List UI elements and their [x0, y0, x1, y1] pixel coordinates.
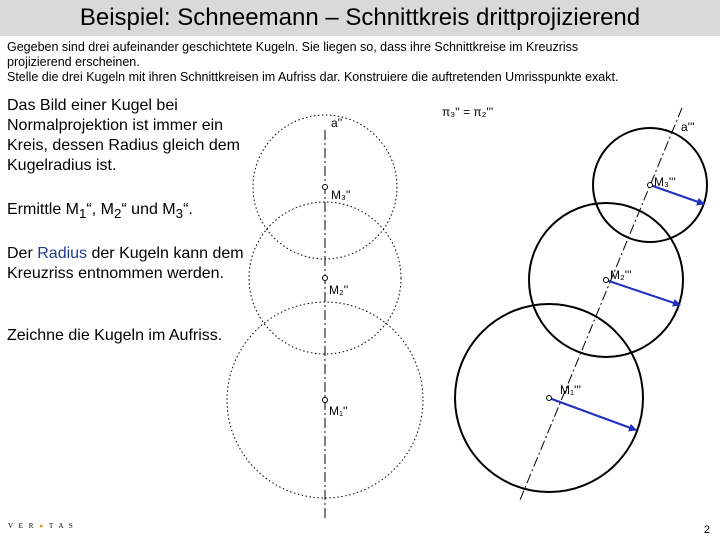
task-sub-2: 2	[113, 206, 122, 222]
label-m2-front: M₂''	[329, 283, 349, 297]
center-m1-side	[547, 396, 552, 401]
center-m2-front	[323, 276, 328, 281]
explanation-paragraph: Das Bild einer Kugel bei Normalprojektion ist immer ein Kreis, dessen Radius gleich dem Kugelradius ist.	[7, 97, 241, 174]
intro-line-3: Stelle die drei Kugeln mit ihren Schnittkreisen im Aufriss dar. Konstruiere die auftretenden Umrisspunkte exakt.	[7, 70, 619, 84]
radius-arrow-1	[549, 398, 636, 430]
veritas-logo: V E R ● T A S	[8, 522, 75, 530]
task-determine-centers	[7, 200, 267, 224]
center-m1-front	[323, 398, 328, 403]
page-number: 2	[703, 524, 710, 536]
label-pi: π₃'' = π₂'''	[442, 105, 494, 119]
radius-hint	[7, 244, 267, 284]
label-m1-side: M₁'''	[560, 383, 581, 397]
radius-hint-prefix: Der	[7, 245, 38, 262]
radius-hint-suffix: der Kugeln kann dem Kreuzriss entnommen werden.	[7, 245, 244, 282]
center-m2-side	[604, 278, 609, 283]
task-sub-3: 3	[175, 206, 184, 222]
radius-highlight: Radius	[37, 245, 88, 262]
radius-arrow-2	[606, 280, 680, 305]
label-a3: a'''	[681, 120, 695, 134]
task-draw-spheres: Zeichne die Kugeln im Aufriss.	[7, 327, 223, 344]
label-m2-side: M₂'''	[610, 268, 632, 282]
intro-line-2: projizierend erscheinen.	[7, 55, 140, 69]
label-m3-side: M₃'''	[654, 175, 676, 189]
task-text-4: “.	[183, 201, 193, 218]
page-title: Beispiel: Schneemann – Schnittkreis drittprojizierend	[79, 4, 641, 31]
task-sub-1: 1	[79, 206, 87, 222]
task-text-2: “, M	[86, 201, 114, 218]
label-a2: a''	[331, 116, 343, 130]
task-text-3: “ und M	[121, 201, 176, 218]
label-m3-front: M₃''	[331, 188, 351, 202]
center-m3-side	[648, 183, 653, 188]
intro-line-1: Gegeben sind drei aufeinander geschichtete Kugeln. Sie liegen so, dass ihre Schnittkreise im Kreuzriss	[7, 40, 579, 54]
center-m3-front	[323, 185, 328, 190]
label-m1-front: M₁''	[329, 404, 348, 418]
task-text-1: Ermittle M	[7, 201, 79, 218]
